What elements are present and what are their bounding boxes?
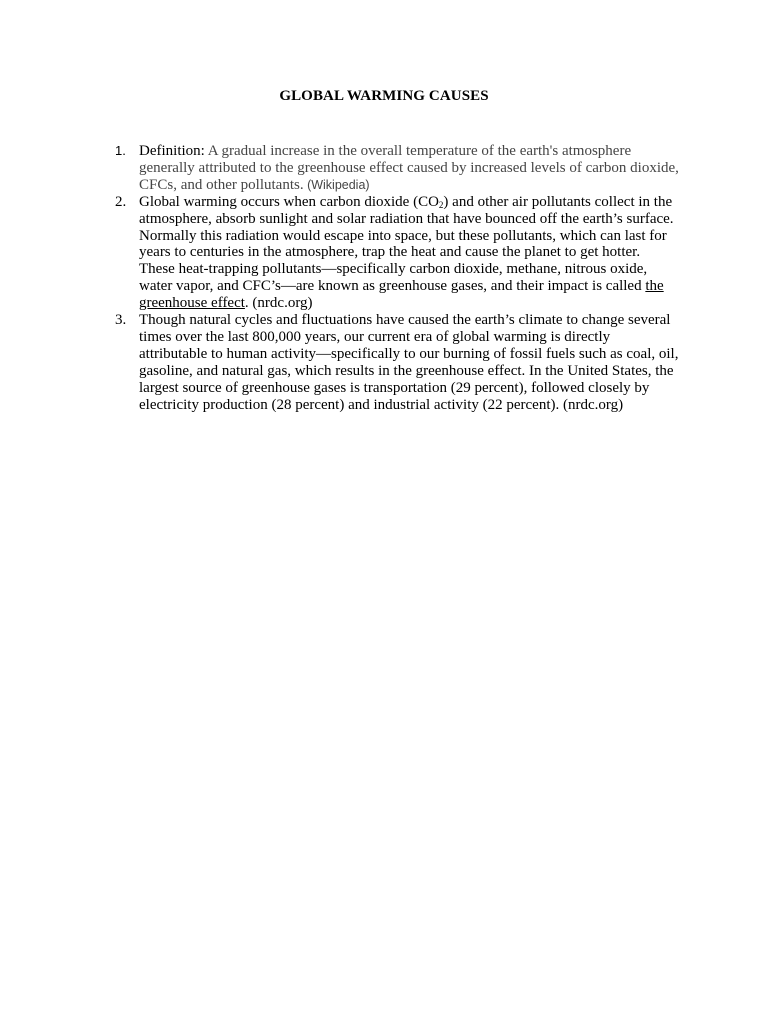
list-item: [115, 193, 679, 312]
paragraph-text-end: . (nrdc.org): [244, 295, 313, 312]
greenhouse-effect-link[interactable]: the greenhouse effect: [139, 278, 664, 312]
paragraph-text: Though natural cycles and fluctuations have caused the earth’s climate to change several times over the last 800,000 years, our current era of global warming is directly attributable to human activity—specifically to our burning of fossil fuels such as coal, oil, gasoline, and natural gas, which results in the greenhouse effect. In the United States, the largest source of greenhouse gases is transportation (29 percent), followed closely by electricity production (28 percent) and industrial activity (22 percent). (nrdc.org): [139, 312, 679, 413]
definition-text: A gradual increase in the overall temperature of the earth's atmosphere generally attributed to the greenhouse effect caused by increased levels of carbon dioxide, CFCs, and other pollutants.: [139, 143, 679, 193]
list-number: 3.: [115, 312, 127, 329]
document-title: GLOBAL WARMING CAUSES: [279, 88, 489, 104]
list-number: 2.: [115, 193, 127, 210]
list-item: [115, 312, 679, 413]
causes-list: [115, 143, 679, 414]
list-number: 1.: [115, 143, 126, 158]
source-citation: (Wikipedia): [303, 177, 370, 192]
paragraph-text: Global warming occurs when carbon dioxide (CO: [139, 193, 439, 210]
list-item: [115, 143, 679, 194]
definition-label: Definition:: [139, 143, 205, 159]
paragraph-text-continued: ) and other air pollutants collect in the atmosphere, absorb sunlight and solar radiation that have bounced off the earth’s surface. Normally this radiation would escape into space, but these pollutants, which can last for years to centuries in the atmosphere, trap the heat and cause the planet to get hotter. These heat-trapping pollutants—specifically carbon dioxide, methane, nitrous oxide, water vapor, and CFC’s—are known as greenhouse gases, and their impact is called: [139, 193, 674, 295]
co2-subscript: 2: [438, 199, 444, 210]
